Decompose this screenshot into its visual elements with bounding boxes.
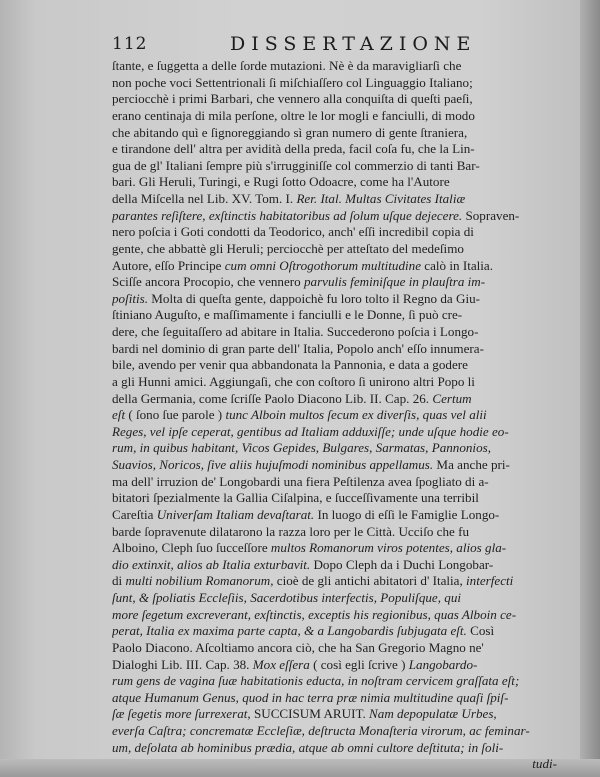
italic-text-segment: poſitis.: [112, 290, 149, 306]
text-segment: cioè de gli antichi abitatori d' Italia,: [273, 573, 467, 589]
text-line: [112, 125, 557, 142]
text-line: [112, 391, 557, 408]
text-line: [112, 457, 557, 474]
italic-text-segment: atque Humanum Genus, quod in hac terra præ nimia multitudine quaſi ſpiſ-: [112, 689, 509, 705]
text-line: [112, 407, 557, 424]
text-segment: non poche voci Settentrionali ſi miſchiaſſero col Linguaggio Italiano;: [112, 74, 473, 90]
text-segment: gente, che abbattè gli Heruli; perciocchè per atteſtato del medeſimo: [112, 240, 464, 256]
text-segment: nero poſcia i Goti condotti da Teodorico, anch' eſſi incredibil copia di: [112, 224, 474, 240]
text-segment: dere, che ſeguitaſſero ad abitare in Italia. Succederono poſcia i Longo-: [112, 324, 479, 339]
text-line: [112, 341, 557, 358]
text-line: [112, 241, 557, 258]
text-line: [112, 590, 557, 607]
text-line: [112, 357, 557, 374]
italic-text-segment: dio extinxit, alios ab Italia exturbavit.: [112, 556, 311, 572]
italic-text-segment: Univerſam Italiam devaſtarat.: [156, 506, 315, 522]
text-line: [112, 108, 557, 125]
text-line: [112, 208, 557, 225]
text-line: [112, 756, 557, 773]
text-segment: Careſtia: [112, 506, 157, 522]
text-line: [112, 307, 557, 324]
italic-text-segment: Rer. Ital. Multas Civitates Italiæ: [296, 191, 466, 206]
text-line: [112, 607, 557, 624]
italic-text-segment: cum omni Oſtrogothorum multitudine: [224, 257, 422, 273]
text-segment: della Miſcella nel Lib. XV. Tom. I.: [112, 191, 297, 206]
text-line: [112, 524, 557, 541]
text-segment: ( così egli ſcrive ): [309, 656, 409, 672]
text-segment: Autore, eſſo Principe: [112, 257, 225, 273]
italic-text-segment: eſt: [112, 407, 126, 423]
text-segment: di: [112, 573, 126, 589]
text-segment: gua de gl' Italiani ſempre più s'irrugginiſſe col commerzio di tanti Bar-: [112, 157, 480, 173]
text-segment: Ma anche pri-: [433, 457, 510, 472]
italic-text-segment: tunc Alboin multos ſecum ex diverſis, quas vel alii: [225, 407, 487, 423]
text-line: [112, 740, 557, 757]
text-segment: Dialoghi Lib. III. Cap. 38.: [112, 656, 253, 672]
text-segment: Alboino, Cleph ſuo ſucceſſore: [112, 540, 271, 556]
text-line: [112, 174, 557, 191]
text-segment: ( ſono ſue parole ): [125, 407, 226, 423]
text-segment: In luogo di eſſi le Famiglie Longo-: [314, 506, 500, 522]
text-line: [112, 557, 557, 574]
text-line: [112, 673, 557, 690]
text-line: [112, 490, 557, 507]
text-line: [112, 540, 557, 557]
italic-text-segment: parantes reſiſtere, exſtinctis habitatoribus ad ſolum uſque dejecere.: [112, 207, 463, 223]
italic-text-segment: Reges, vel ipſe ceperat, gentibus ad Italiam adduxiſſe; unde uſque hodie eo-: [112, 423, 509, 439]
italic-text-segment: Mox eſſera: [252, 656, 310, 672]
text-line: [112, 291, 557, 308]
text-segment: Dopo Cleph da i Duchi Longobar-: [310, 556, 494, 572]
text-line: [112, 274, 557, 291]
text-line: [112, 324, 557, 341]
page-binding-shadow: [580, 0, 600, 777]
italic-text-segment: multos Romanorum viros potentes, alios gla-: [270, 540, 507, 556]
italic-text-segment: Suavios, Noricos, ſive aliis hujuſmodi nominibus appellamus.: [112, 457, 434, 472]
text-line: [112, 258, 557, 275]
text-line: [112, 141, 557, 158]
running-title: DISSERTAZIONE: [230, 33, 477, 55]
text-line: [112, 657, 557, 674]
text-line: [112, 91, 557, 108]
body-text: [112, 58, 557, 773]
italic-text-segment: Nam depopulatæ Urbes,: [365, 706, 497, 722]
text-segment: perciocchè i primi Barbari, che vennero alla conquiſta di queſti paeſi,: [112, 91, 473, 107]
italic-text-segment: perat, Italia ex maxima parte capta, & a Langobardis ſubjugata eſt.: [112, 623, 467, 639]
text-segment: SUCCISUM ARUIT.: [253, 706, 366, 722]
text-segment: ma dell' irruzion de' Longobardi una fiera Peſtilenza avea ſpogliato di a-: [112, 473, 489, 489]
text-line: [112, 440, 557, 457]
text-line: [112, 706, 557, 723]
text-segment: a gli Hunni amici. Aggiungaſi, che con coſtoro ſi unirono altri Popo li: [112, 373, 475, 389]
italic-text-segment: interfecti: [466, 573, 514, 589]
text-segment: della Germania, come ſcriſſe Paolo Diacono Lib. II. Cap. 26.: [112, 390, 433, 406]
italic-text-segment: Langobardo-: [408, 656, 478, 672]
italic-text-segment: more ſegetum excreverant, exſtinctis, exceptis his regionibus, quas Alboin ce-: [112, 606, 517, 622]
text-line: [112, 58, 557, 75]
text-line: [112, 623, 557, 640]
page-header: [112, 34, 562, 56]
text-line: [112, 573, 557, 590]
italic-text-segment: Certum: [432, 390, 472, 406]
italic-text-segment: rum gens de vagina ſuæ habitationis educta, in noſtram cervicem graſſata eſt;: [112, 673, 520, 689]
text-segment: erano centinaja di mila perſone, oltre le lor mogli e fanciulli, di modo: [112, 107, 475, 123]
text-segment: bile, avendo per venir qua abbandonata la Pannonia, e data a godere: [112, 357, 468, 373]
italic-text-segment: parvulis feminiſque in plauſtra im-: [303, 274, 486, 290]
text-line: [112, 374, 557, 391]
text-segment: Così: [466, 623, 495, 639]
text-segment: bitatori ſpezialmente la Gallia Ciſalpina, e ſucceſſivamente una terribil: [112, 490, 479, 506]
text-segment: Sopraven-: [462, 207, 520, 223]
italic-text-segment: everſa Caſtra; concrematæ Eccleſiæ, deſtructa Monaſteria virorum, ac feminar-: [112, 723, 530, 738]
text-line: [112, 690, 557, 707]
text-line: [112, 424, 557, 441]
text-line: [112, 224, 557, 241]
text-segment: che abitando quì e ſignoreggiando sì gran numero di gente ſtraniera,: [112, 124, 468, 140]
italic-text-segment: um, deſolata ab hominibus prædia, atque ab omni cultore deſtituta; in ſoli-: [112, 739, 504, 755]
italic-text-segment: multi nobilium Romanorum,: [125, 573, 274, 589]
text-segment: barde ſopravenute dilatarono la razza loro per le Città. Ucciſo che fu: [112, 523, 470, 539]
text-segment: bardi nel dominio di gran parte dell' Italia, Popolo anch' eſſo innumera-: [112, 340, 484, 356]
text-segment: Molta di queſta gente, dappoichè fu loro tolto il Regno da Giu-: [148, 290, 481, 306]
text-segment: Paolo Diacono. Aſcoltiamo ancora ciò, che ha San Gregorio Magno ne': [112, 639, 484, 655]
page-number: 112: [112, 34, 148, 54]
text-segment: bari. Gli Heruli, Turingi, e Rugi ſotto Odoacre, come ha l'Autore: [112, 174, 450, 190]
text-line: [112, 75, 557, 92]
text-line: [112, 507, 557, 524]
text-segment: ſtiniano Auguſto, e maſſimamente i fanciulli e le Donne, ſi può cre-: [112, 307, 463, 323]
italic-text-segment: ſunt, & ſpoliatis Eccleſiis, Sacerdotibus interfectis, Populiſque, qui: [112, 590, 462, 605]
text-segment: calò in Italia.: [421, 257, 493, 273]
text-segment: Sciſſe ancora Procopio, che vennero: [112, 274, 304, 290]
italic-text-segment: rum, in quibus habitant, Vicos Gepides, Bulgares, Sarmatas, Pannonios,: [112, 440, 491, 456]
italic-text-segment: tudi-: [532, 756, 557, 772]
text-segment: e tirandone dell' altra per avidità della preda, facil coſa fu, che la Lin-: [112, 141, 475, 157]
text-line: [112, 474, 557, 491]
text-line: [112, 723, 557, 740]
text-line: [112, 158, 557, 175]
text-segment: ſtante, e ſuggetta a delle ſorde mutazioni. Nè è da maravigliarſi che: [112, 58, 462, 73]
text-line: [112, 640, 557, 657]
italic-text-segment: ſæ ſegetis more ſurrexerat,: [112, 706, 254, 722]
text-line: [112, 191, 557, 208]
